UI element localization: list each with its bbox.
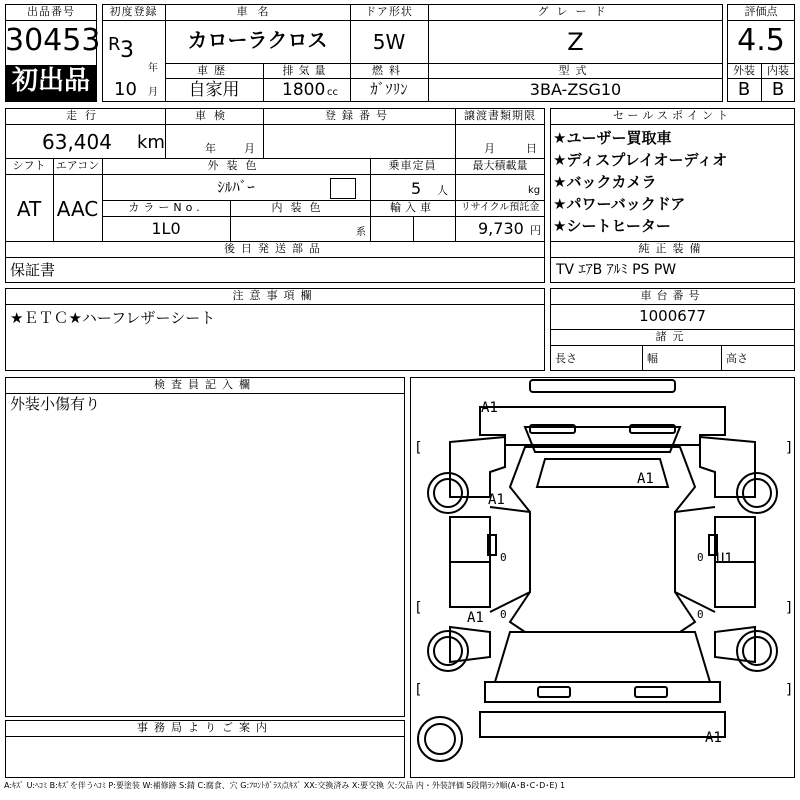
door-type: 5W (372, 30, 406, 54)
mileage-unit: km (137, 132, 165, 153)
damage-mark-left-rear: A1 (467, 610, 484, 626)
dimensions-label: 諸元 (655, 330, 690, 343)
inspection-label: 車検 (195, 109, 233, 122)
inspector-note: 外装小傷有り (10, 395, 101, 413)
damage-mark-rear: A1 (705, 730, 722, 746)
displacement-label: 排気量 (282, 64, 331, 77)
plate-label: 登録番号 (325, 109, 393, 122)
model-name-label: 車名 (236, 5, 279, 18)
year-suffix: 年 (148, 63, 158, 74)
later-parts-value: 保証書 (10, 261, 56, 279)
notes-label: 注意事項欄 (232, 289, 318, 302)
mileage-value: 63,404 (42, 130, 112, 154)
model-code-value: 3BA-ZSG10 (529, 80, 622, 99)
chassis-no-value: 1000677 (639, 307, 706, 325)
color-no-label: カラーNo. (128, 201, 204, 214)
inspection-month-suffix: 月 (244, 142, 255, 155)
front-bumper-top (530, 380, 675, 392)
small-mark-1: 0 (500, 551, 507, 564)
recycle-unit: 円 (530, 224, 541, 237)
selling-point-item: ★ディスプレイオーディオ (553, 151, 728, 169)
bracket-right-1: ] (785, 440, 794, 456)
office-label: 事務局よりご案内 (137, 721, 273, 734)
body-outline (450, 437, 505, 497)
displacement-value: 1800 (282, 80, 326, 100)
recycle-label: リサイクル預託金 (460, 202, 540, 213)
model-name: カローラクロス (187, 28, 328, 52)
import-label: 輸入車 (390, 201, 435, 214)
exterior-color-label: 外装色 (207, 159, 265, 172)
genuine-equipment-value: TV ｴｱB ｱﾙﾐ PS PW (556, 262, 677, 278)
fuel-value: ｶﾞｿﾘﾝ (370, 80, 408, 98)
displacement-unit: cc (327, 87, 338, 98)
lot-number-label: 出品番号 (27, 5, 75, 18)
bracket-left-3: [ (414, 682, 423, 698)
small-mark-2: 0 (697, 551, 704, 564)
mileage-label: 走行 (66, 109, 104, 122)
grade: Z (567, 28, 584, 56)
color-check-box (330, 178, 356, 199)
selling-point-item: ★ユーザー買取車 (553, 129, 672, 147)
door-label: ドア形状 (365, 5, 413, 18)
aircon-label: エアコン (55, 159, 100, 172)
score-label: 評価点 (744, 5, 778, 18)
capacity-unit: 人 (437, 184, 448, 197)
selling-point-item: ★パワーバックドア (553, 195, 686, 213)
capacity-value: 5 (411, 179, 422, 198)
damage-mark-left-fender: A1 (488, 492, 505, 508)
load-unit: kg (528, 185, 541, 196)
interior-color-suffix: 系 (356, 227, 366, 238)
selling-point-item: ★シートヒーター (553, 217, 671, 235)
interior-grade: B (771, 79, 785, 100)
aircon-value: AAC (56, 197, 99, 221)
bracket-right-2: ] (785, 600, 794, 616)
transfer-label: 譲渡書類期限 (464, 109, 536, 122)
length-label: 長さ (555, 352, 577, 365)
damage-mark-front: A1 (481, 400, 498, 416)
exterior-grade-label: 外装 (733, 64, 755, 77)
car-diagram (410, 377, 795, 778)
inspector-label: 検査員記入欄 (154, 378, 256, 391)
shift-value: AT (16, 197, 42, 221)
fuel-label: 燃料 (372, 64, 406, 77)
damage-mark-right-door: U1 (716, 551, 733, 567)
notes-value: ★ＥＴＣ★ハーフレザーシート (10, 309, 216, 327)
small-mark-3: 0 (500, 608, 507, 621)
bracket-right-3: ] (785, 682, 794, 698)
windshield (525, 427, 680, 452)
first-listing-text: 初出品 (11, 66, 90, 96)
height-label: 高さ (726, 352, 748, 365)
month-suffix: 月 (148, 87, 158, 98)
small-mark-4: 0 (697, 608, 704, 621)
capacity-label: 乗車定員 (388, 159, 437, 172)
shift-label: シフト (12, 159, 46, 172)
bracket-left-1: [ (414, 440, 423, 456)
interior-grade-label: 内装 (767, 64, 789, 77)
history-label: 車歴 (197, 64, 231, 77)
roof (510, 447, 695, 632)
first-reg-label: 初度登録 (109, 5, 158, 18)
era: R (108, 34, 121, 55)
rear-bumper (480, 712, 725, 737)
selling-point-item: ★バックカメラ (553, 173, 657, 191)
interior-color-label: 内装色 (271, 201, 329, 214)
genuine-equipment-label: 純正装備 (638, 242, 707, 255)
grade-label: グレード (537, 5, 614, 18)
history-value: 自家用 (188, 80, 240, 100)
transfer-day-suffix: 日 (526, 142, 537, 155)
selling-points-label: セールスポイント (612, 109, 732, 122)
score-value: 4.5 (737, 23, 785, 58)
reg-month: 10 (114, 79, 137, 100)
chassis-no-label: 車台番号 (640, 289, 705, 302)
color-no-value: 1L0 (151, 219, 181, 238)
transfer-month-suffix: 月 (484, 142, 495, 155)
legend: A:ｷｽﾞ U:ﾍｺﾐ B:ｷｽﾞを伴うﾍｺﾐ P:要塗装 W:補修跡 S:錆 C:腐食、穴 G:ﾌﾛﾝﾄｶﾞﾗｽ点ｷｽﾞ XX:交換済み X:要交換 欠:欠品 内・外装評価 5段階ﾗﾝｸ順(A･B･C･D･E) 1 (4, 781, 566, 790)
width-label: 幅 (647, 352, 658, 365)
bracket-left-2: [ (414, 600, 423, 616)
exterior-grade: B (737, 79, 751, 100)
inspection-year-suffix: 年 (205, 142, 216, 155)
lot-number: 30453 (5, 23, 101, 58)
reg-year: 3 (120, 38, 134, 63)
exterior-color-value: ｼﾙﾊﾞｰ (217, 178, 255, 196)
damage-mark-hood: A1 (637, 471, 654, 487)
later-parts-label: 後日発送部品 (224, 242, 326, 255)
max-load-label: 最大積載量 (472, 159, 528, 172)
inspector-box (5, 377, 405, 717)
model-code-label: 型式 (558, 64, 593, 77)
recycle-value: 9,730 (478, 219, 524, 238)
